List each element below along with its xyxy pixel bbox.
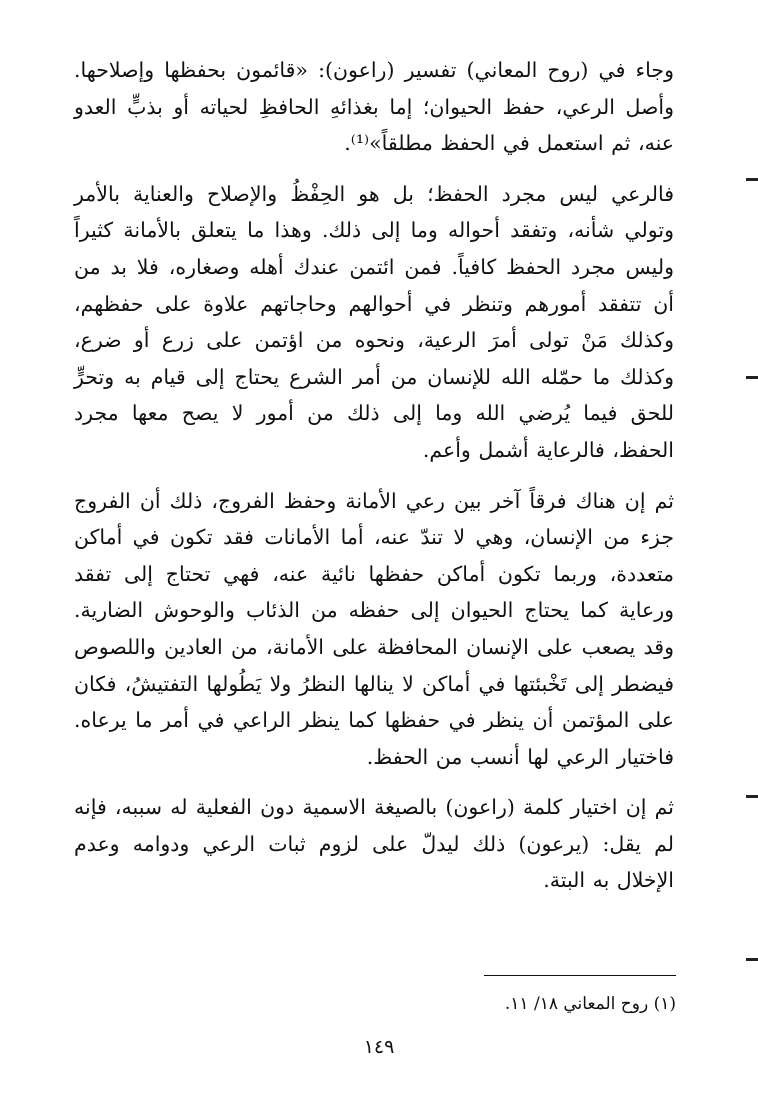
page-number: ١٤٩ <box>363 1036 395 1058</box>
paragraph-2: فالرعي ليس مجرد الحفظ؛ بل هو الحِفْظُ والإصلاح والعناية بالأمر وتولي شأنه، وتفقد أحواله وما إلى ذلك. وهذا ما يتعلق بالأمانة كثيراً وليس مجرد الحفظ كافياً. فمن ائتمن عندك أهله وصغاره، فلا بد من أن تتفقد أمورهم وتنظر في أحوالهم وحاجاتهم علاوة على حفظهم، وكذلك مَنْ تولى أمرَ الرعية، ونحوه من اؤتمن على زرع أو ضرع، وكذلك ما حمّله الله للإنسان من أمر الشرع يحتاج إلى قيام به وتحرٍّ للحق فيما يُرضي الله وما إلى ذلك من أمور لا يصح معها مجرد الحفظ، فالرعاية أشمل وأعم. <box>74 181 674 462</box>
scan-edge-mark <box>746 376 758 379</box>
scan-edge-mark <box>746 795 758 798</box>
page-body <box>74 52 674 899</box>
paragraph-1: وجاء في (روح المعاني) تفسير (راعون): «قائمون بحفظها وإصلاحها. وأصل الرعي، حفظ الحيوان؛ إما بغذائهِ الحافظِ لحياته أو بذبٍّ العدو عنه، ثم استعمل في الحفظ مطلقاً»⁽¹⁾. <box>74 58 674 156</box>
paragraph-4: ثم إن اختيار كلمة (راعون) بالصيغة الاسمية دون الفعلية له سببه، فإنه لم يقل: (يرعون) ذلك ليدلّ على لزوم ثبات الرعي ودوامه وعدم الإخلال به البتة. <box>74 795 674 893</box>
paragraph-3: ثم إن هناك فرقاً آخر بين رعي الأمانة وحفظ الفروج، ذلك أن الفروج جزء من الإنسان، وهي لا تندّ عنه، أما الأمانات فقد تكون في أماكن متعددة، وربما تكون أماكن حفظها نائية عنه، فهي تحتاج إلى تفقد ورعاية كما يحتاج الحيوان إلى حفظه من الذئاب والوحوش الضارية. وقد يصعب على الإنسان المحافظة على الأمانة، من العادين واللصوص فيضطر إلى تَخْبئتها في أماكن لا ينالها النظرُ ولا يَطُولها التفتيشُ، فكان على المؤتمن أن ينظر في حفظها كما ينظر الراعي في أمر ما يرعاه. فاختيار الرعي لها أنسب من الحفظ. <box>74 488 674 769</box>
footnote: (١) روح المعاني ١٨/ ١١. <box>504 994 676 1014</box>
footnote-divider <box>484 975 676 976</box>
scan-edge-mark <box>746 958 758 961</box>
scan-edge-mark <box>746 178 758 181</box>
